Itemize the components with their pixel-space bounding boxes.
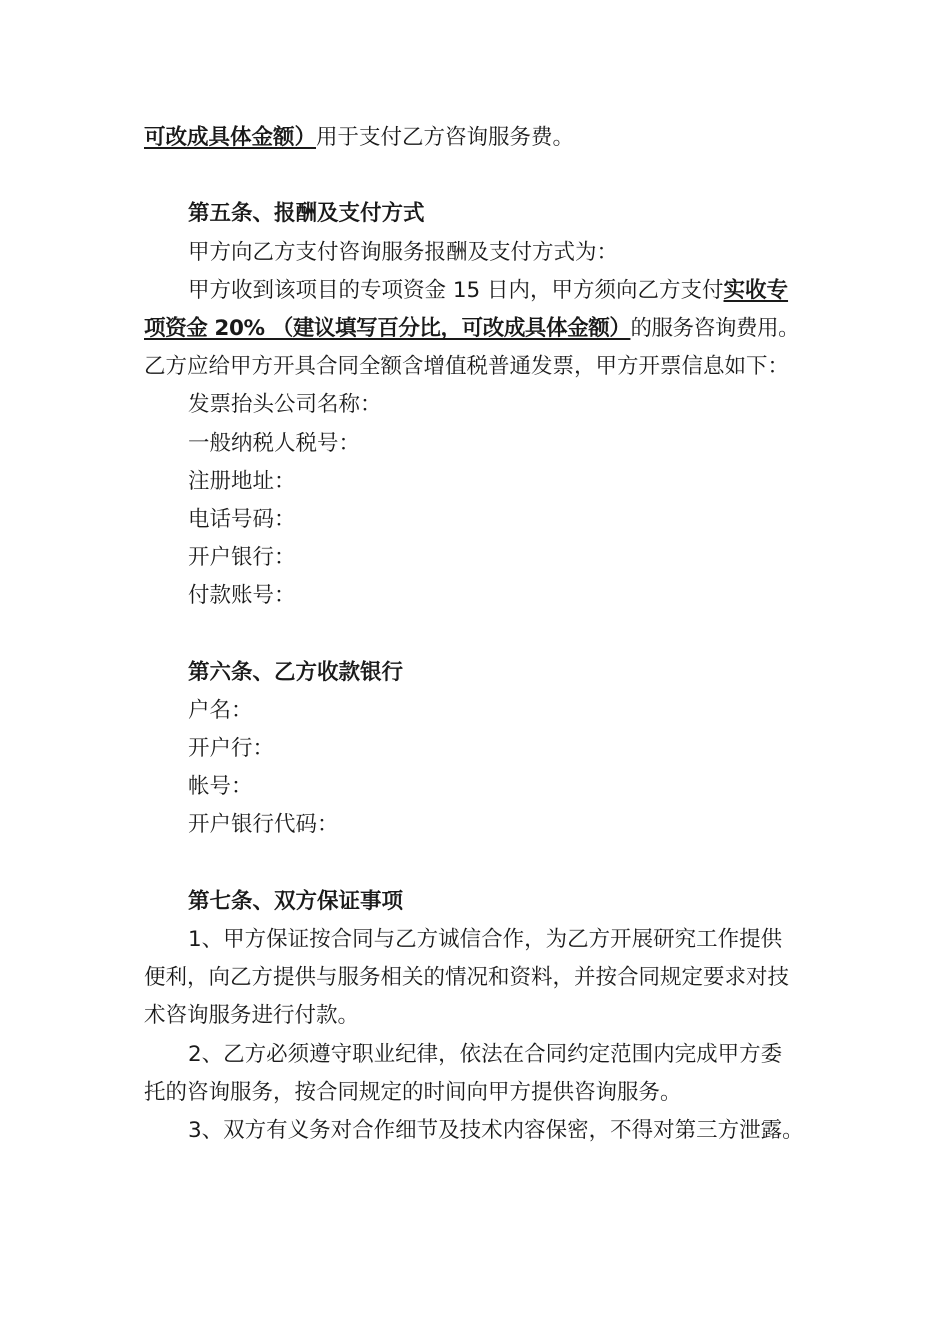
invoice-field: 付款账号：: [188, 583, 296, 609]
bold-underlined-text: 可改成具体金额）: [144, 125, 317, 150]
article5-intro: 甲方向乙方支付咨询服务报酬及支付方式为：: [188, 239, 619, 265]
invoice-field: 电话号码：: [188, 506, 296, 532]
invoice-field: 注册地址：: [188, 468, 296, 494]
bank-field: 户名：: [188, 697, 253, 723]
article7-item2-line: 托的咨询服务，按合同规定的时间向甲方提供咨询服务。: [144, 1079, 682, 1105]
paragraph-text: 用于支付乙方咨询服务费。: [316, 125, 575, 150]
paragraph-text: 甲方收到该项目的专项资金 15 日内，甲方须向乙方支付: [188, 277, 724, 303]
article7-heading: 第七条、双方保证事项: [188, 888, 404, 914]
article7-item1-line: 便利，向乙方提供与服务相关的情况和资料，并按合同规定要求对技: [144, 965, 790, 991]
paragraph-gap: [144, 845, 812, 883]
bank-field: 开户银行代码：: [188, 812, 339, 838]
paragraph-text: 的服务咨询费用。: [630, 315, 800, 341]
article5-payment-line1: [144, 272, 812, 310]
invoice-field: 发票抬头公司名称：: [188, 392, 382, 418]
document-body: [144, 119, 812, 1150]
paragraph-gap: [144, 615, 812, 653]
article5-invoice-note: 乙方应给甲方开具合同全额含增值税普通发票，甲方开票信息如下：: [144, 354, 790, 380]
article7-item1-line: 1、甲方保证按合同与乙方诚信合作，为乙方开展研究工作提供: [188, 926, 783, 952]
invoice-field: 开户银行：: [188, 545, 296, 571]
article5-payment-line2: [144, 310, 812, 348]
article7-item3-line: 3、双方有义务对合作细节及技术内容保密，不得对第三方泄露。: [188, 1117, 804, 1143]
bold-underlined-text: 实收专: [723, 277, 789, 303]
article7-item2-line: 2、乙方必须遵守职业纪律，依法在合同约定范围内完成甲方委: [188, 1041, 783, 1067]
bank-field: 帐号：: [188, 774, 253, 800]
article6-heading: 第六条、乙方收款银行: [188, 659, 404, 685]
bold-underlined-text: 项资金 20% （建议填写百分比，可改成具体金额）: [144, 315, 631, 341]
continuation-line: [144, 119, 812, 157]
invoice-field: 一般纳税人税号：: [188, 430, 361, 456]
bank-field: 开户行：: [188, 736, 275, 761]
article5-heading: 第五条、报酬及支付方式: [188, 201, 425, 227]
article7-item1-line: 术咨询服务进行付款。: [144, 1003, 360, 1029]
paragraph-gap: [144, 157, 812, 195]
